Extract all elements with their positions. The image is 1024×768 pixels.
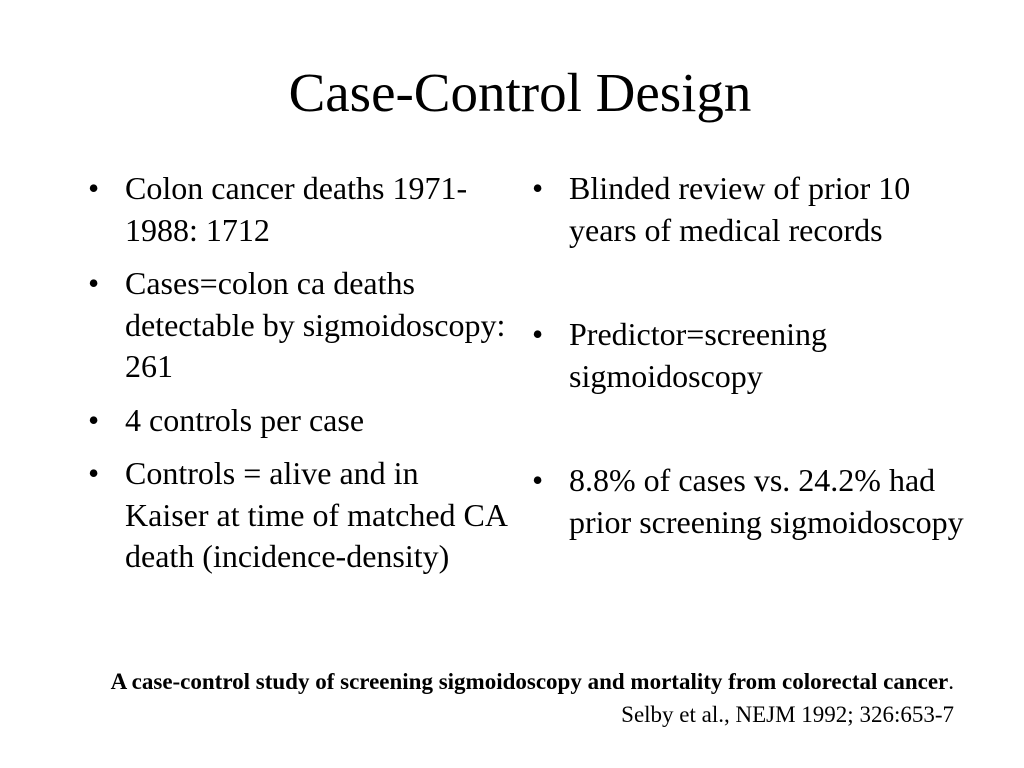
citation-reference: . Selby et al., NEJM 1992; 326:653-7 [621,669,954,727]
bullet-text: Predictor=screening sigmoidoscopy [569,316,827,394]
bullet-text: Colon cancer deaths 1971-1988: 1712 [125,170,468,248]
bullet-item-controls-per-case [88,400,508,442]
left-bullet-list [88,168,508,590]
bullet-text: Cases=colon ca deaths detectable by sigmoidoscopy: 261 [125,265,506,384]
bullet-dot-icon: • [532,462,544,498]
right-bullet-list [532,168,972,606]
citation [54,665,954,731]
bullet-item-controls-definition [88,453,508,578]
bullet-dot-icon: • [532,316,544,352]
bullet-item-colon-cancer-deaths [88,168,508,251]
bullet-item-blinded-review [532,168,972,251]
bullet-dot-icon: • [88,265,100,301]
slide-title: Case-Control Design [288,62,752,123]
bullet-dot-icon: • [88,455,100,491]
bullet-dot-icon: • [532,170,544,206]
citation-title: A case-control study of screening sigmoidoscopy and mortality from colorectal cancer [110,669,949,694]
bullet-dot-icon: • [88,401,100,438]
bullet-text: 8.8% of cases vs. 24.2% had prior screening sigmoidoscopy [569,462,964,540]
bullet-text: Controls = alive and in Kaiser at time of matched CA death (incidence-density) [125,455,507,574]
bullet-dot-icon: • [88,170,100,206]
bullet-item-screening-result [532,460,972,543]
bullet-text: 4 controls per case [125,401,365,438]
bullet-item-cases-definition [88,263,508,388]
bullet-text: Blinded review of prior 10 years of medical records [569,170,911,248]
bullet-item-predictor [532,314,972,397]
